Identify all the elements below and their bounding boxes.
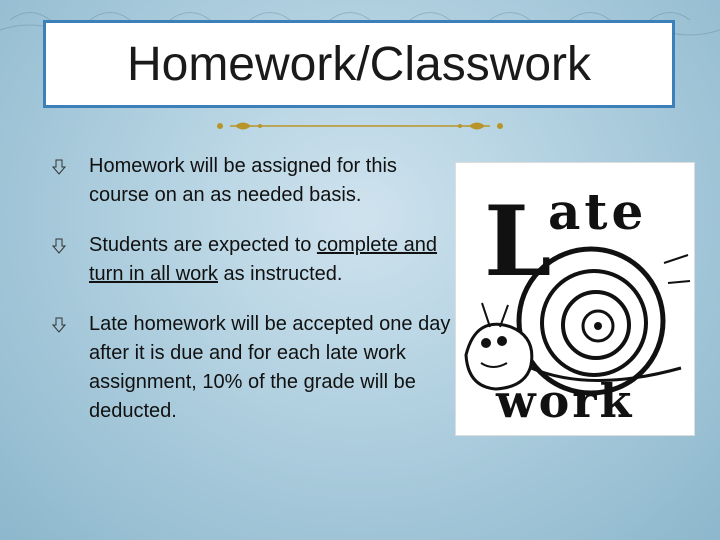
work-text: work [496, 374, 635, 428]
bullet-text: Homework will be assigned for this course on an as needed basis. [89, 155, 397, 206]
snail-illustration [456, 163, 694, 435]
bullet-text-underlined: complete and turn in all work [89, 234, 438, 285]
bullet-item-3 [52, 310, 452, 426]
down-arrow-icon [52, 317, 66, 333]
bullet-text-end: as instructed. [217, 263, 343, 285]
late-work-snail-image [455, 162, 695, 436]
slide-title: Homework/Classwork [126, 37, 592, 91]
bullet-text-start: Students are expected to [89, 234, 317, 256]
bullet-item-1 [52, 152, 452, 210]
late-text-rest: ate [548, 182, 648, 241]
title-divider [210, 116, 510, 136]
bullet-list [52, 152, 452, 447]
down-arrow-icon [52, 238, 66, 254]
late-text-L: L [484, 185, 552, 298]
title-box [43, 20, 675, 108]
down-arrow-icon [52, 159, 66, 175]
bullet-text: Late homework will be accepted one day after it is due and for each late work assignment, 10% of the grade will be deducted. [89, 313, 451, 422]
bullet-item-2 [52, 231, 452, 289]
